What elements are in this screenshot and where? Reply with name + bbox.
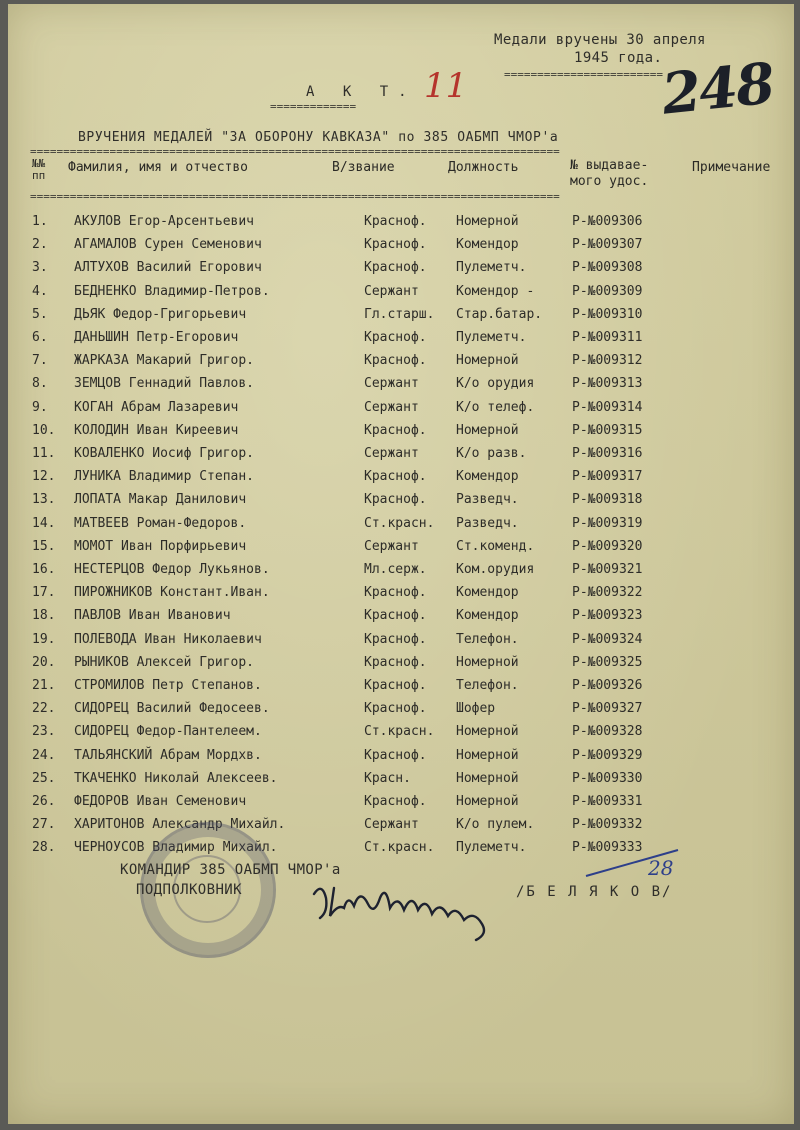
commander-rank: ПОДПОЛКОВНИК bbox=[136, 882, 242, 898]
row-full-name: АКУЛОВ Егор-Арсентьевич bbox=[74, 214, 255, 229]
act-label: А К Т. bbox=[306, 84, 417, 100]
row-full-name: ЛУНИКА Владимир Степан. bbox=[74, 469, 255, 485]
row-number: 11. bbox=[32, 446, 56, 461]
table-row bbox=[32, 608, 772, 628]
row-medal-number: Р-№009315 bbox=[572, 422, 643, 438]
row-medal-number: Р-№009325 bbox=[572, 654, 643, 670]
row-rank: Красноф. bbox=[364, 422, 427, 438]
row-full-name: КОЛОДИН Иван Киреевич bbox=[74, 422, 239, 438]
row-medal-number: Р-№009322 bbox=[572, 585, 643, 601]
row-number: 20. bbox=[32, 654, 56, 670]
table-row bbox=[32, 330, 772, 350]
commander-title: КОМАНДИР 385 ОАБМП ЧМОР'а bbox=[120, 862, 341, 878]
table-row bbox=[32, 539, 772, 559]
row-rank: Красноф. bbox=[364, 585, 427, 601]
row-full-name: КОГАН Абрам Лазаревич bbox=[74, 399, 239, 415]
row-number: 4. bbox=[32, 283, 48, 299]
signature-name: /Б Е Л Я К О В/ bbox=[516, 884, 673, 900]
table-row bbox=[32, 423, 772, 443]
row-full-name: КОВАЛЕНКО Иосиф Григор. bbox=[74, 446, 255, 461]
table-row bbox=[32, 446, 772, 466]
row-full-name: ПИРОЖНИКОВ Констант.Иван. bbox=[74, 585, 270, 601]
row-position: Номерной bbox=[456, 747, 519, 763]
row-position: К/о телеф. bbox=[456, 399, 535, 415]
row-number: 2. bbox=[32, 237, 48, 253]
row-number: 18. bbox=[32, 608, 56, 624]
table-row bbox=[32, 400, 772, 420]
row-number: 3. bbox=[32, 260, 48, 276]
table-row bbox=[32, 748, 772, 768]
row-medal-number: Р-№009314 bbox=[572, 399, 643, 415]
table-row bbox=[32, 562, 772, 582]
row-full-name: ПАВЛОВ Иван Иванович bbox=[74, 608, 231, 624]
row-number: 1. bbox=[32, 214, 48, 229]
col-name: Фамилия, имя и отчество bbox=[68, 160, 249, 175]
row-rank: Красноф. bbox=[364, 654, 427, 670]
row-full-name: ЛОПАТА Макар Данилович bbox=[74, 492, 247, 508]
row-medal-number: Р-№009313 bbox=[572, 376, 643, 392]
delivery-note: Медали вручены 30 апреля bbox=[494, 32, 706, 48]
row-medal-number: Р-№009318 bbox=[572, 492, 643, 508]
row-rank: Красноф. bbox=[364, 260, 427, 276]
table-row bbox=[32, 214, 772, 234]
row-rank: Сержант bbox=[364, 817, 419, 833]
row-position: К/о разв. bbox=[456, 446, 527, 461]
row-position: Номерной bbox=[456, 353, 519, 369]
row-rank: Ст.красн. bbox=[364, 515, 435, 531]
row-position: Телефон. bbox=[456, 678, 519, 693]
row-full-name: ЧЕРНОУСОВ Владимир Михайл. bbox=[74, 840, 278, 856]
row-rank: Красноф. bbox=[364, 492, 427, 508]
row-medal-number: Р-№009329 bbox=[572, 747, 643, 763]
row-position: К/о орудия bbox=[456, 376, 535, 392]
row-full-name: БЕДНЕНКО Владимир-Петров. bbox=[74, 283, 270, 299]
table-row bbox=[32, 817, 772, 837]
row-medal-number: Р-№009328 bbox=[572, 724, 643, 740]
row-full-name: АЛТУХОВ Василий Егорович bbox=[74, 260, 262, 276]
row-position: Пулеметч. bbox=[456, 260, 527, 276]
row-position: Комендор bbox=[456, 237, 519, 253]
row-full-name: ДЬЯК Федор-Григорьевич bbox=[74, 306, 247, 322]
row-number: 9. bbox=[32, 399, 48, 415]
row-rank: Гл.старш. bbox=[364, 306, 435, 322]
row-rank: Красноф. bbox=[364, 469, 427, 485]
row-number: 26. bbox=[32, 794, 56, 809]
row-position: Пулеметч. bbox=[456, 330, 527, 345]
table-row bbox=[32, 492, 772, 512]
row-number: 19. bbox=[32, 631, 56, 647]
table-row bbox=[32, 376, 772, 396]
row-medal-number: Р-№009327 bbox=[572, 701, 643, 717]
table-row bbox=[32, 678, 772, 698]
row-number: 24. bbox=[32, 747, 56, 763]
row-position: Шофер bbox=[456, 701, 496, 717]
row-position: Ком.орудия bbox=[456, 562, 535, 577]
row-full-name: МОМОТ Иван Порфирьевич bbox=[74, 538, 247, 554]
row-rank: Красноф. bbox=[364, 214, 427, 229]
row-position: Разведч. bbox=[456, 515, 519, 531]
row-rank: Красноф. bbox=[364, 330, 427, 345]
table-row bbox=[32, 284, 772, 304]
table-row bbox=[32, 632, 772, 652]
row-full-name: АГАМАЛОВ Сурен Семенович bbox=[74, 237, 262, 253]
row-medal-number: Р-№009332 bbox=[572, 817, 643, 833]
row-full-name: ФЕДОРОВ Иван Семенович bbox=[74, 794, 247, 809]
row-medal-number: Р-№009321 bbox=[572, 562, 643, 577]
row-position: Номерной bbox=[456, 654, 519, 670]
row-medal-number: Р-№009310 bbox=[572, 306, 643, 322]
table-row bbox=[32, 469, 772, 489]
row-rank: Сержант bbox=[364, 446, 419, 461]
row-medal-number: Р-№009307 bbox=[572, 237, 643, 253]
table-row bbox=[32, 655, 772, 675]
row-rank: Сержант bbox=[364, 399, 419, 415]
row-number: 16. bbox=[32, 562, 56, 577]
row-number: 23. bbox=[32, 724, 56, 740]
row-medal-number: Р-№009319 bbox=[572, 515, 643, 531]
table-row bbox=[32, 353, 772, 373]
delivery-note-underline: ======================== bbox=[504, 68, 663, 81]
row-full-name: ТКАЧЕНКО Николай Алексеев. bbox=[74, 770, 278, 786]
row-full-name: СИДОРЕЦ Василий Федосеев. bbox=[74, 701, 270, 717]
row-number: 22. bbox=[32, 701, 56, 717]
col-num: №№ пп bbox=[32, 157, 46, 182]
row-number: 14. bbox=[32, 515, 56, 531]
row-full-name: ТАЛЬЯНСКИЙ Абрам Мордхв. bbox=[74, 747, 262, 763]
table-row bbox=[32, 585, 772, 605]
row-position: Номерной bbox=[456, 214, 519, 229]
row-rank: Красноф. bbox=[364, 794, 427, 809]
table-row bbox=[32, 516, 772, 536]
col-note: Примечание bbox=[692, 160, 771, 175]
row-medal-number: Р-№009312 bbox=[572, 353, 643, 369]
row-medal-number: Р-№009330 bbox=[572, 770, 643, 786]
row-rank: Красноф. bbox=[364, 353, 427, 369]
row-number: 5. bbox=[32, 306, 48, 322]
row-medal-number: Р-№009308 bbox=[572, 260, 643, 276]
row-medal-number: Р-№009331 bbox=[572, 794, 643, 809]
row-position: К/о пулем. bbox=[456, 817, 535, 833]
row-position: Номерной bbox=[456, 422, 519, 438]
row-rank: Ст.красн. bbox=[364, 724, 435, 740]
row-position: Комендор bbox=[456, 469, 519, 485]
row-full-name: ХАРИТОНОВ Александр Михайл. bbox=[74, 817, 286, 833]
row-rank: Сержант bbox=[364, 538, 419, 554]
table-row bbox=[32, 260, 772, 280]
row-medal-number: Р-№009309 bbox=[572, 283, 643, 299]
row-rank: Красноф. bbox=[364, 747, 427, 763]
row-rank: Сержант bbox=[364, 283, 419, 299]
row-full-name: ДАНЬШИН Петр-Егорович bbox=[74, 330, 239, 345]
row-rank: Сержант bbox=[364, 376, 419, 392]
row-rank: Мл.серж. bbox=[364, 562, 427, 577]
act-number: 11 bbox=[424, 66, 468, 106]
row-full-name: ЗЕМЦОВ Геннадий Павлов. bbox=[74, 376, 255, 392]
row-medal-number: Р-№009316 bbox=[572, 446, 643, 461]
row-position: Пулеметч. bbox=[456, 840, 527, 856]
row-number: 7. bbox=[32, 353, 48, 369]
table-row bbox=[32, 237, 772, 257]
row-position: Номерной bbox=[456, 724, 519, 740]
row-medal-number: Р-№009311 bbox=[572, 330, 643, 345]
row-number: 12. bbox=[32, 469, 56, 485]
row-medal-number: Р-№009306 bbox=[572, 214, 643, 229]
row-number: 21. bbox=[32, 678, 56, 693]
archive-page-number: 248 bbox=[658, 50, 777, 128]
col-medal-no: № выдавае- мого удос. bbox=[570, 158, 649, 189]
act-underline: ============= bbox=[270, 100, 357, 113]
row-full-name: МАТВЕЕВ Роман-Федоров. bbox=[74, 515, 247, 531]
row-position: Комендор - bbox=[456, 283, 535, 299]
row-position: Телефон. bbox=[456, 631, 519, 647]
row-number: 13. bbox=[32, 492, 56, 508]
document-sheet bbox=[8, 4, 794, 1124]
row-rank: Красноф. bbox=[364, 701, 427, 717]
table-row bbox=[32, 771, 772, 791]
row-rank: Красноф. bbox=[364, 678, 427, 693]
row-rank: Красноф. bbox=[364, 608, 427, 624]
row-medal-number: Р-№009326 bbox=[572, 678, 643, 693]
row-position: Номерной bbox=[456, 794, 519, 809]
row-full-name: ЖАРКАЗА Макарий Григор. bbox=[74, 353, 255, 369]
row-number: 25. bbox=[32, 770, 56, 786]
row-position: Стар.батар. bbox=[456, 306, 543, 322]
row-medal-number: Р-№009333 bbox=[572, 840, 643, 856]
row-number: 17. bbox=[32, 585, 56, 601]
row-number: 8. bbox=[32, 376, 48, 392]
col-position: Должность bbox=[448, 160, 519, 175]
row-number: 28. bbox=[32, 840, 56, 856]
row-full-name: НЕСТЕРЦОВ Федор Лукьянов. bbox=[74, 562, 270, 577]
row-rank: Ст.красн. bbox=[364, 840, 435, 856]
delivery-note-year: 1945 года. bbox=[574, 50, 663, 66]
signature bbox=[308, 864, 518, 944]
table-row bbox=[32, 724, 772, 744]
row-medal-number: Р-№009320 bbox=[572, 538, 643, 554]
row-full-name: РЫНИКОВ Алексей Григор. bbox=[74, 654, 255, 670]
row-number: 27. bbox=[32, 817, 56, 833]
row-medal-number: Р-№009317 bbox=[572, 469, 643, 485]
row-rank: Красноф. bbox=[364, 237, 427, 253]
row-medal-number: Р-№009323 bbox=[572, 608, 643, 624]
table-row bbox=[32, 307, 772, 327]
row-rank: Красн. bbox=[364, 770, 411, 786]
row-full-name: СИДОРЕЦ Федор-Пантелеем. bbox=[74, 724, 262, 740]
handwritten-mark: 28 bbox=[648, 856, 674, 880]
table-row bbox=[32, 701, 772, 721]
row-number: 6. bbox=[32, 330, 48, 345]
title-rule: ================================================================================ bbox=[30, 145, 560, 158]
row-position: Номерной bbox=[456, 770, 519, 786]
row-position: Комендор bbox=[456, 585, 519, 601]
document-title: ВРУЧЕНИЯ МЕДАЛЕЙ "ЗА ОБОРОНУ КАВКАЗА" по 385 ОАБМП ЧМОР'а bbox=[78, 130, 559, 145]
row-position: Разведч. bbox=[456, 492, 519, 508]
row-position: Комендор bbox=[456, 608, 519, 624]
table-row bbox=[32, 794, 772, 814]
row-full-name: ПОЛЕВОДА Иван Николаевич bbox=[74, 631, 262, 647]
row-full-name: СТРОМИЛОВ Петр Степанов. bbox=[74, 678, 262, 693]
row-medal-number: Р-№009324 bbox=[572, 631, 643, 647]
header-rule: ================================================================================ bbox=[30, 190, 560, 203]
col-rank: В/звание bbox=[332, 160, 395, 175]
row-number: 15. bbox=[32, 538, 56, 554]
row-number: 10. bbox=[32, 422, 56, 438]
row-position: Ст.коменд. bbox=[456, 538, 535, 554]
row-rank: Красноф. bbox=[364, 631, 427, 647]
